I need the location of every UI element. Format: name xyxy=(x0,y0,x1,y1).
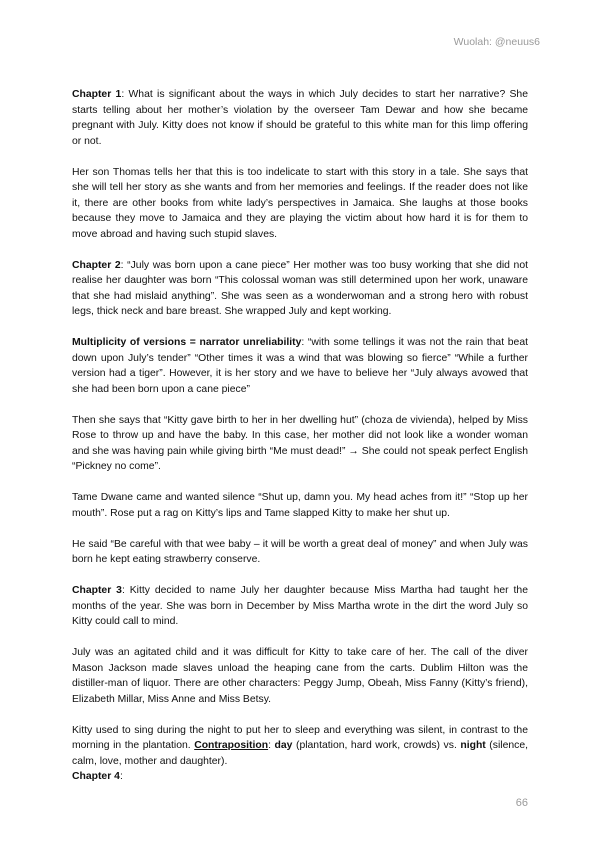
contraposition-text-c: (plantation, hard work, crowds) vs. xyxy=(292,740,461,751)
contraposition-text-b: : xyxy=(268,740,275,751)
multiplicity-heading: Multiplicity of versions = narrator unreliability xyxy=(72,337,302,348)
multiplicity-text: : “with some tellings it was not the rain that beat down upon July’s tender” “Other times it was a wind that was blowing so fierce” “While a further version had a tiger”. However, it is her story and we have to believe her “July always avowed that she had been born upon a cane piece” xyxy=(72,337,528,395)
watermark: Wuolah: @neuus6 xyxy=(453,36,540,48)
chapter-2-heading: Chapter 2 xyxy=(72,259,121,271)
night-word: night xyxy=(460,740,486,751)
chapter-2-paragraph xyxy=(72,258,528,320)
paragraph-wee-baby: He said “Be careful with that wee baby – it will be worth a great deal of money” and when July was born he kept eating strawberry conserve. xyxy=(72,538,528,565)
paragraph-thomas: Her son Thomas tells her that this is too indelicate to start with this story in a tale. She says that she will tell her story as she wants and from her memories and feelings. If the reader does not like it, there are other books from white lady’s perspectives in Jamaica. She laughs at those books because they move to Jamaica and they are playing the victim about how hard it is for them to move abroad and having such stupid slaves. xyxy=(72,166,528,240)
chapter-4-paragraph xyxy=(72,769,528,785)
chapter-1-text: : What is significant about the ways in which July decides to start her narrative? She starts telling about her mother’s violation by the overseer Tam Dewar and how she became pregnant with July. Kitty does not know if should be grateful to this white man for this limp offering or not. xyxy=(72,89,528,147)
contraposition-text-a: Kitty used to sing during the night to put her to sleep and everything was silent, in contrast to the morning in the plantation. xyxy=(72,724,528,751)
chapter-4-text: : xyxy=(119,771,123,782)
day-word: day xyxy=(274,740,293,751)
chapter-1-paragraph xyxy=(72,87,528,149)
chapter-3-heading: Chapter 3 xyxy=(72,585,122,596)
paragraph-dwelling-hut: Then she says that “Kitty gave birth to her in her dwelling hut” (choza de vivienda), helped by Miss Rose to throw up and have the baby. In this case, her mother did not look like a wonder woman and she was having pain while giving birth “Me must dead!” → She could not speak perfect English “Pickney no come”. xyxy=(72,414,528,472)
chapter-3-paragraph xyxy=(72,583,528,630)
document-body xyxy=(72,87,528,785)
paragraph-agitated-child: July was an agitated child and it was difficult for Kitty to take care of her. The call of the diver Mason Jackson made slaves unload the heaping cane from the carts. Dublim Hilton was the distiller-man of liquor. There are other characters: Peggy Jump, Obeah, Miss Fanny (Kitty’s friend), Elizabeth Millar, Miss Anne and Miss Betsy. xyxy=(72,647,528,705)
paragraph-contraposition xyxy=(72,723,528,770)
contraposition-text-d: (silence, calm, love, mother and daughter). xyxy=(72,740,528,767)
chapter-4-heading: Chapter 4 xyxy=(72,771,120,782)
chapter-2-text: : “July was born upon a cane piece” Her mother was too busy working that she did not realise her daughter was born “This colossal woman was still determined upon her work, unaware that she had mislaid anything”. She was seen as a wonderwoman and a strong hero with robust legs, thick neck and bare breast. She wrapped July and kept working. xyxy=(72,259,528,317)
paragraph-tame-dwane: Tame Dwane came and wanted silence “Shut up, damn you. My head aches from it!” “Stop up her mouth”. Rose put a rag on Kitty’s lips and Tame slapped Kitty to make her shut up. xyxy=(72,492,528,519)
chapter-1-heading: Chapter 1 xyxy=(72,89,122,100)
multiplicity-paragraph xyxy=(72,335,528,397)
contraposition-label: Contraposition xyxy=(194,740,269,751)
page-number: 66 xyxy=(515,797,528,809)
chapter-3-text: : Kitty decided to name July her daughter because Miss Martha had taught her the months of the year. She was born in December by Miss Martha wrote in the dirt the word July so Kitty could call to mind. xyxy=(72,585,528,627)
